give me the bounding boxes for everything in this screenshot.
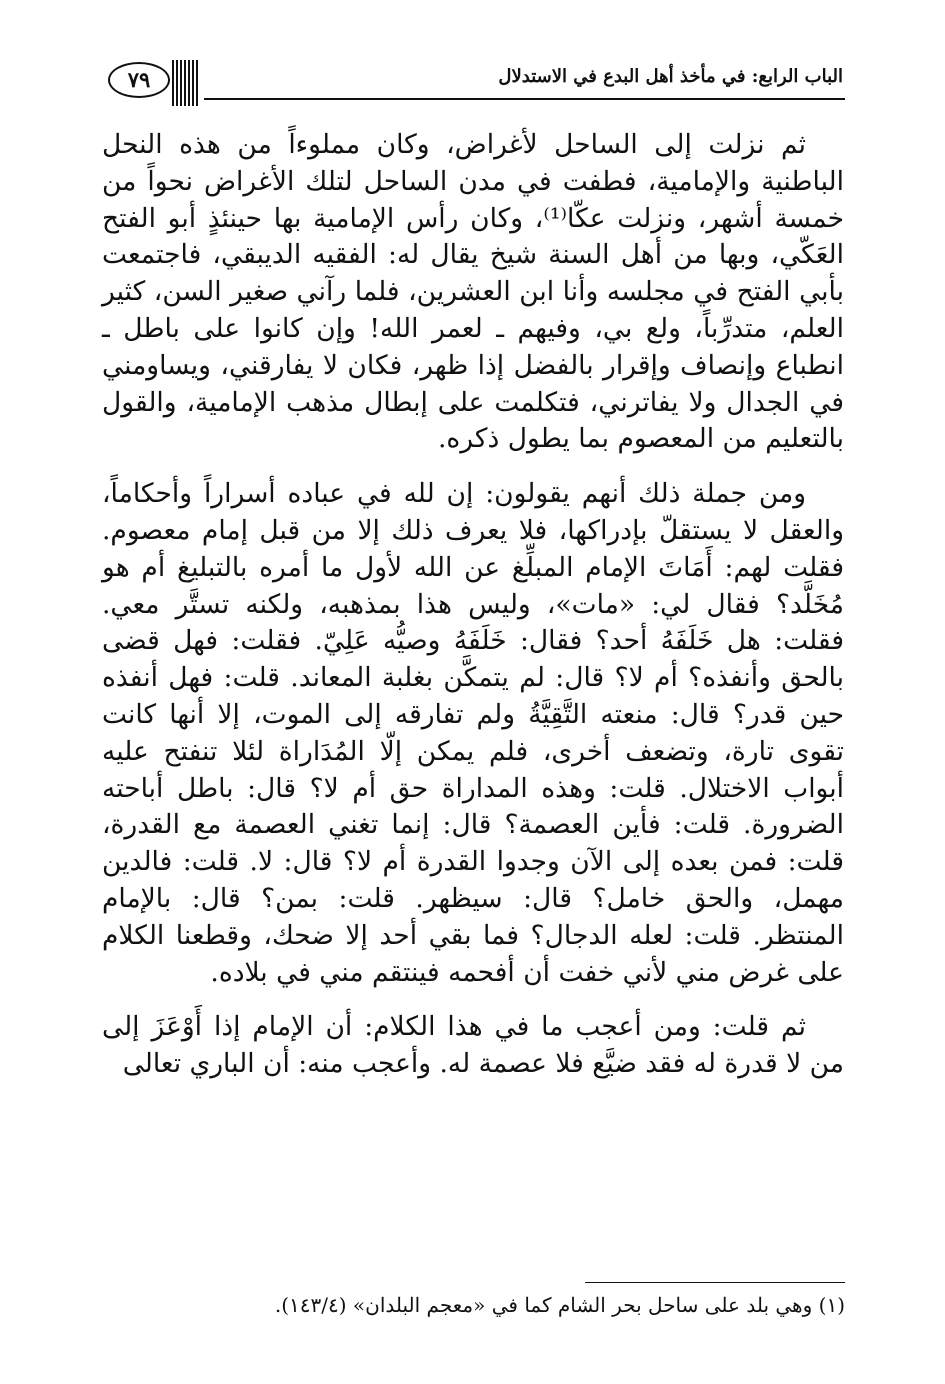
page-number: ٧٩ <box>127 67 151 92</box>
page-number-badge <box>100 60 196 100</box>
running-header <box>100 52 845 102</box>
paragraph-1: ثم نزلت إلى الساحل لأغراض، وكان مملوءاً من هذه النحل الباطنية والإمامية، فطفت في مدن الساحل لتلك الأغراض نحواً من خمسة أشهر، ونزلت عكّا⁽¹⁾، وكان رأس الإمامية بها حينئذٍ أبو الفتح العَكّي، وبها من أهل السنة شيخ يقال له: الفقيه الديبقي، فاجتمعت بأبي الفتح في مجلسه وأنا ابن العشرين، فلما رآني صغير السن، كثير العلم، متدرِّباً، ولع بي، وفيهم ـ لعمر الله! وإن كانوا على باطل ـ انطباع وإنصاف وإقرار بالفضل إذا ظهر، فكان لا يفارقني، ويساومني في الجدال ولا يفاترني، فتكلمت على إبطال مذهب الإمامية، والقول بالتعليم من المعصوم بما يطول ذكره. <box>102 129 844 455</box>
header-rule <box>204 98 845 100</box>
header-ornament-bars <box>172 60 200 106</box>
footnote: (١) وهي بلد على ساحل بحر الشام كما في «معجم البلدان» (١٤٣/٤). <box>274 1293 845 1317</box>
paragraph-2: ومن جملة ذلك أنهم يقولون: إن لله في عباده أسراراً وأحكاماً، والعقل لا يستقلّ بإدراكها، فلا يعرف ذلك إلا من قبل إمام معصوم. فقلت لهم: أَمَاتَ الإمام المبلِّغ عن الله لأول ما أمره بالتبليغ أم هو مُخَلَّد؟ فقال لي: «مات»، وليس هذا بمذهبه، ولكنه تستَّر معي. فقلت: هل خَلَفَهُ أحد؟ فقال: خَلَفَهُ وصيُّه عَلِيّ. فقلت: فهل قضى بالحق وأنفذه؟ أم لا؟ قال: لم يتمكَّن بغلبة المعاند. قلت: فهل أنفذه حين قدر؟ قال: منعته التَّقِيَّةُ ولم تفارقه إلى الموت، إلا أنها كانت تقوى تارة، وتضعف أخرى، فلم يمكن إلّا المُدَاراة لئلا تنفتح عليه أبواب الاختلال. قلت: وهذه المداراة حق أم لا؟ قال: باطل أباحته الضرورة. قلت: فأين العصمة؟ قال: إنما تغني العصمة مع القدرة، قلت: فمن بعده إلى الآن وجدوا القدرة أم لا؟ قال: لا. قلت: فالدين مهمل، والحق خامل؟ قال: سيظهر. قلت: بمن؟ قال: بالإمام المنتظر. قلت: لعله الدجال؟ فما بقي أحد إلا ضحك، وقطعنا الكلام على غرض مني لأني خفت أن أفحمه فينتقم مني في بلاده. <box>102 478 844 988</box>
footnote-separator <box>585 1282 845 1283</box>
paragraph-3: ثم قلت: ومن أعجب ما في هذا الكلام: أن الإمام إذا أَوْعَزَ إلى من لا قدرة له فقد ضيَّع فلا عصمة له. وأعجب منه: أن الباري تعالى <box>102 1011 844 1080</box>
main-text <box>102 127 844 1083</box>
chapter-title: الباب الرابع: في مأخذ أهل البدع في الاستدلال <box>498 66 843 87</box>
